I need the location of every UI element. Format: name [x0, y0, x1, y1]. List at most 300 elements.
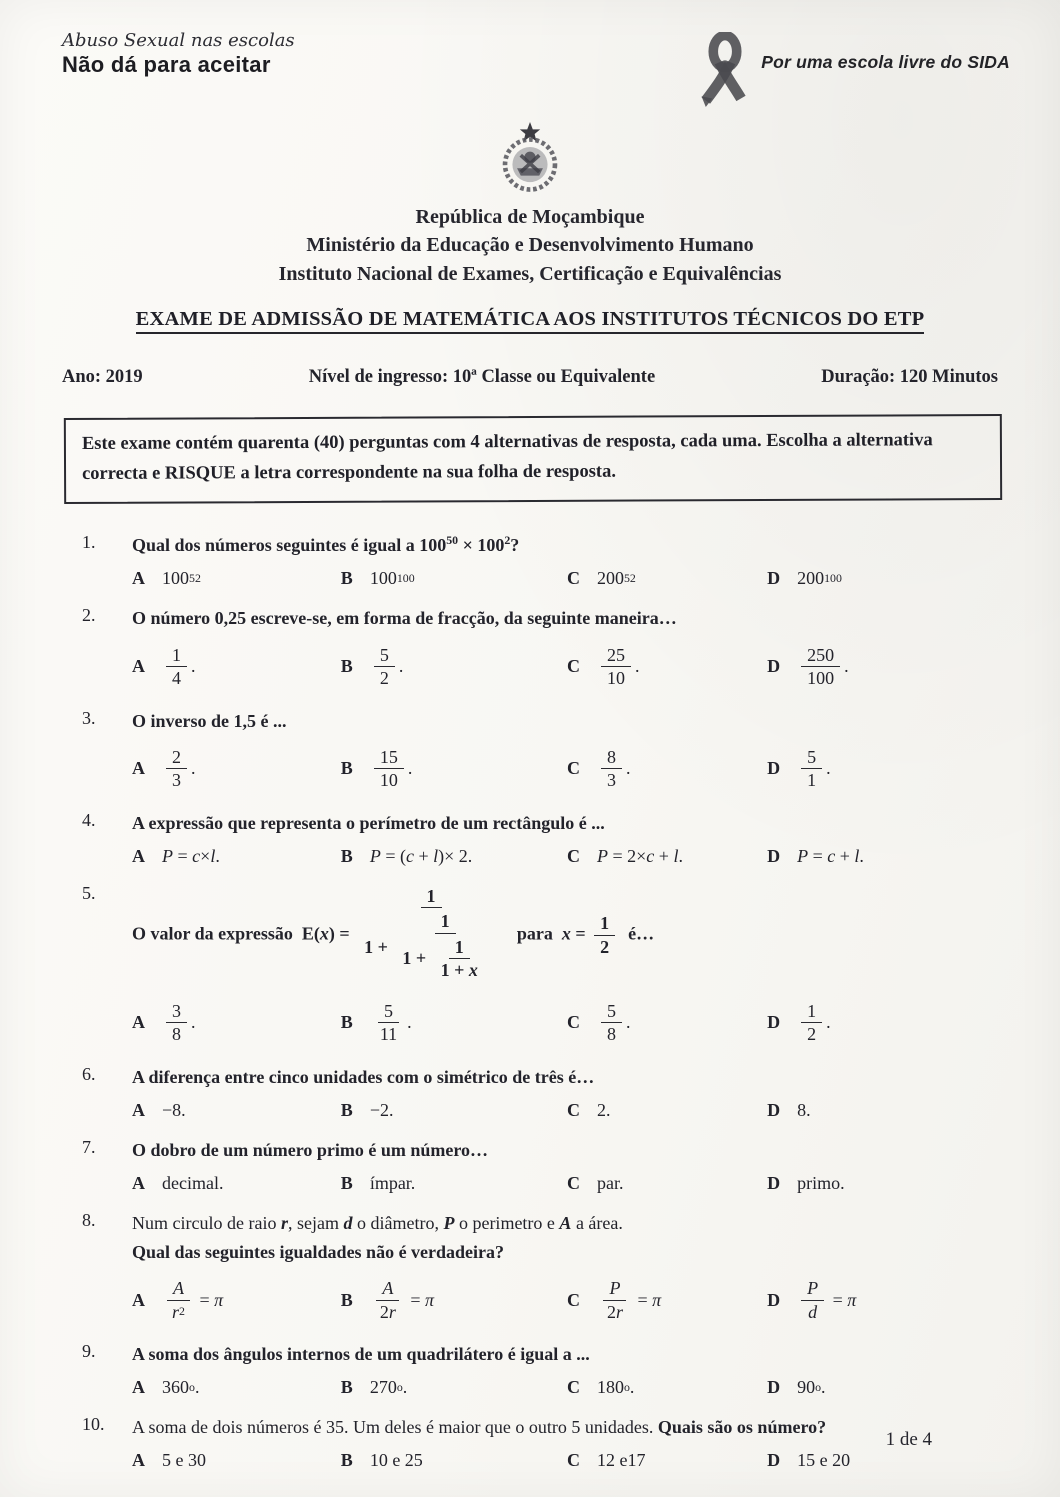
text-token: .	[398, 656, 404, 677]
options-row	[132, 846, 1002, 867]
question-number: 8.	[82, 1209, 96, 1230]
options-row	[132, 744, 1002, 794]
option	[341, 1173, 567, 1194]
option	[767, 1377, 1002, 1398]
question-number: 3.	[82, 707, 96, 728]
text-token: O inverso de 1,5 é ...	[132, 710, 287, 731]
option	[767, 1450, 1002, 1471]
option-label: C	[566, 1377, 580, 1398]
question-number: 1.	[82, 532, 96, 553]
option	[341, 1450, 567, 1471]
question-text	[132, 1137, 488, 1166]
option-body	[162, 744, 196, 794]
text-token: c	[192, 845, 201, 866]
fraction	[166, 644, 187, 690]
fraction	[358, 885, 504, 986]
question-text-line	[132, 708, 287, 734]
text-token: 2	[379, 1301, 389, 1322]
option-label: D	[767, 1172, 781, 1193]
option-body	[370, 744, 413, 794]
fraction	[801, 1000, 822, 1046]
text-token: l	[433, 845, 439, 866]
options-row	[132, 998, 1002, 1048]
exam-duration: Duração: 120 Minutos	[821, 367, 998, 388]
option	[341, 998, 567, 1048]
question-text	[132, 883, 654, 991]
text-token: .	[826, 758, 831, 779]
option-body	[162, 846, 220, 867]
option	[341, 1275, 567, 1325]
text-token: 100	[162, 568, 189, 589]
ribbon-slogan-text: Por uma escola livre do SIDA	[761, 52, 1010, 72]
text-token: −2.	[369, 1099, 394, 1120]
option-body	[162, 642, 196, 692]
options-row	[132, 568, 1002, 589]
option-body	[797, 744, 831, 794]
campaign-slogan-script: Abuso Sexual nas escolas	[62, 30, 295, 51]
question-number: 5.	[82, 882, 96, 903]
option-body	[797, 642, 849, 692]
option	[341, 642, 567, 692]
question-head	[82, 1341, 1002, 1370]
text-token: Quais são os número?	[657, 1417, 827, 1438]
text-token: π	[424, 1289, 435, 1310]
option-label: D	[767, 845, 781, 866]
campaign-slogan	[62, 30, 295, 78]
text-token: 2.	[596, 1099, 611, 1120]
campaign-slogan-bold: Não dá para aceitar	[62, 52, 271, 77]
option	[767, 1100, 1002, 1121]
option-label: A	[132, 656, 145, 677]
fraction	[601, 1277, 629, 1323]
question	[82, 1210, 1002, 1325]
text-token: 2	[807, 1024, 817, 1045]
question	[82, 883, 1002, 1048]
question-text-line	[132, 1239, 623, 1265]
text-token: A diferença entre cinco unidades com o simétrico de três é…	[132, 1066, 595, 1087]
text-token: .	[821, 1377, 826, 1398]
text-token: Qual das seguintes igualdades não é verdadeira?	[132, 1242, 505, 1263]
option	[567, 1173, 767, 1194]
option-label: C	[566, 758, 580, 779]
question-text	[132, 810, 605, 839]
text-token: 90	[797, 1377, 816, 1398]
text-token: =	[633, 1289, 653, 1310]
option-body	[797, 998, 831, 1048]
option	[567, 642, 767, 692]
question-head	[82, 1137, 1002, 1166]
option	[567, 1275, 767, 1325]
text-token: 1	[454, 936, 464, 957]
text-token: .	[191, 656, 196, 677]
text-token: para	[507, 923, 562, 944]
option-body	[370, 846, 472, 867]
option	[567, 1450, 767, 1471]
text-token: r	[280, 1212, 288, 1233]
options-row	[132, 1450, 1002, 1471]
text-token: 3	[606, 770, 616, 791]
text-token: 25	[606, 644, 625, 665]
text-token: 360	[162, 1377, 189, 1398]
text-token: 2	[172, 746, 181, 767]
question-head	[82, 883, 1002, 991]
text-token: 12 e17	[596, 1450, 646, 1471]
text-token: par.	[596, 1172, 624, 1193]
question-text	[132, 1064, 594, 1093]
options-row	[132, 1275, 1002, 1325]
text-token: = 2×	[607, 845, 647, 866]
text-token: ?	[510, 535, 520, 556]
question-head	[82, 810, 1002, 839]
text-token: .	[859, 845, 864, 866]
fraction	[601, 1000, 622, 1046]
text-token: 8	[606, 1024, 616, 1045]
text-token: P	[162, 845, 173, 866]
option	[767, 846, 1002, 867]
option-label: D	[767, 1450, 781, 1471]
text-token: l	[673, 845, 679, 866]
option-label: B	[340, 568, 353, 589]
option-body	[162, 1173, 223, 1194]
option	[132, 1275, 341, 1325]
text-token: o	[623, 1379, 630, 1394]
option-label: B	[340, 1099, 353, 1120]
text-token: .	[678, 845, 683, 866]
text-token: 50	[446, 533, 459, 548]
text-token: =	[405, 1289, 425, 1310]
text-token: +	[413, 845, 434, 866]
top-banner	[0, 0, 1060, 118]
option-label: A	[132, 1012, 145, 1033]
text-token: d	[343, 1212, 353, 1233]
text-token: .	[826, 1012, 831, 1033]
ministry-line: Ministério da Educação e Desenvolvimento Humano	[306, 234, 754, 257]
text-token: 2	[600, 936, 610, 957]
option-body	[597, 1275, 661, 1325]
question-text-line	[132, 1341, 590, 1367]
option-label: D	[767, 1012, 781, 1033]
option-label: A	[132, 1450, 145, 1471]
option-body	[370, 998, 412, 1048]
option	[132, 744, 341, 794]
option	[341, 568, 567, 589]
text-token: 200	[596, 568, 624, 589]
option	[767, 1173, 1002, 1194]
question-text-line	[132, 532, 519, 558]
option-body	[162, 1377, 199, 1398]
text-token: Num circulo de raio	[132, 1212, 281, 1233]
question-text-line	[132, 1414, 826, 1440]
option-label: C	[566, 656, 580, 677]
option	[767, 1275, 1002, 1325]
option	[341, 1100, 567, 1121]
text-token: 100	[807, 668, 835, 689]
text-token: 1 +	[402, 948, 431, 969]
question-text	[132, 1414, 826, 1443]
options-row	[132, 1377, 1002, 1398]
option-body	[370, 1173, 416, 1194]
text-token: A soma dos ângulos internos de um quadrilátero é igual a ...	[132, 1344, 590, 1365]
fraction	[374, 644, 395, 690]
option	[567, 998, 767, 1048]
text-token: 11	[379, 1024, 398, 1045]
option-body	[797, 1275, 856, 1325]
text-token: l	[210, 845, 216, 866]
text-token: 4	[172, 668, 181, 689]
question	[82, 532, 1002, 589]
text-token: .	[407, 758, 413, 779]
options-row	[132, 1173, 1002, 1194]
fraction	[166, 746, 187, 792]
text-token: r	[615, 1301, 623, 1322]
option	[341, 846, 567, 867]
text-token: 5	[379, 644, 389, 665]
option-body	[597, 568, 636, 589]
option	[132, 1100, 341, 1121]
option-label: C	[566, 1012, 580, 1033]
option-label: A	[132, 1377, 145, 1398]
option	[341, 1377, 567, 1398]
text-token: Qual dos números seguintes é igual a 100	[132, 535, 447, 556]
text-token: × 100	[458, 535, 505, 556]
option-body	[597, 1173, 624, 1194]
text-token: 270	[369, 1377, 397, 1398]
question-head	[82, 708, 1002, 737]
option-label: A	[132, 758, 145, 779]
option-body	[162, 568, 201, 589]
text-token: =	[570, 923, 591, 944]
text-token: O valor da expressão E(	[132, 923, 320, 944]
option-body	[370, 1450, 423, 1471]
option-body	[370, 642, 404, 692]
question-text-line	[132, 1064, 594, 1090]
fraction	[435, 936, 484, 982]
awareness-ribbon-icon	[693, 32, 757, 118]
option-label: B	[340, 758, 353, 779]
option-label: B	[340, 1289, 353, 1310]
text-token: 8	[606, 746, 616, 767]
option-label: A	[132, 1172, 145, 1193]
option-body	[797, 568, 842, 589]
text-token: 15	[379, 746, 398, 767]
fraction	[396, 910, 494, 984]
text-token: .	[844, 656, 849, 677]
text-token: P	[609, 1278, 621, 1299]
option	[567, 568, 767, 589]
text-token: P	[807, 1278, 819, 1299]
text-token: o	[396, 1379, 403, 1394]
option-label: C	[566, 1172, 580, 1193]
exam-meta-row	[0, 367, 1060, 388]
text-token: +	[835, 845, 855, 866]
text-token: c	[405, 845, 414, 866]
text-token: 1 +	[440, 960, 469, 981]
question-head	[82, 1210, 1002, 1268]
option-body	[162, 998, 196, 1048]
fraction	[166, 1000, 187, 1046]
question-head	[82, 1414, 1002, 1443]
text-token: =	[808, 845, 828, 866]
text-token: 100	[396, 571, 415, 586]
option-body	[597, 744, 631, 794]
text-token: o	[815, 1379, 822, 1394]
option-label: B	[340, 1012, 353, 1033]
option-label: D	[767, 758, 781, 779]
text-token: 52	[189, 571, 201, 586]
option-body	[797, 1450, 850, 1471]
options-row	[132, 642, 1002, 692]
question-head	[82, 605, 1002, 634]
text-token: .	[191, 758, 196, 779]
text-token: , sejam	[287, 1212, 344, 1233]
option	[767, 568, 1002, 589]
question-text-line	[132, 1137, 488, 1163]
option-body	[597, 642, 640, 692]
option-label: A	[132, 568, 145, 589]
option	[132, 1450, 341, 1471]
option	[132, 846, 341, 867]
option-body	[162, 1100, 186, 1121]
text-token: 2	[504, 533, 511, 548]
text-token: 1	[600, 913, 610, 934]
instructions-box: Este exame contém quarenta (40) perguntas com 4 alternativas de resposta, cada uma. Escolha a alternativa correcta e RISQUE a letra correspondente na sua folha de resposta.	[64, 414, 1002, 504]
question-text	[132, 605, 677, 634]
option	[767, 642, 1002, 692]
text-token: .	[625, 1012, 631, 1033]
question-text-line	[132, 1210, 623, 1236]
fraction	[594, 912, 615, 958]
text-token: .	[625, 758, 631, 779]
option	[132, 1173, 341, 1194]
text-token: r	[172, 1301, 180, 1322]
text-token: c	[827, 845, 836, 866]
text-token: 180	[596, 1377, 624, 1398]
text-token: ímpar.	[369, 1172, 416, 1193]
exam-year: Ano: 2019	[62, 367, 143, 388]
text-token: 8.	[797, 1099, 811, 1120]
text-token: 5 e 30	[162, 1450, 206, 1471]
fraction	[374, 1277, 402, 1323]
text-token: .	[629, 1377, 635, 1398]
text-token: d	[808, 1301, 818, 1322]
text-token: 10	[606, 668, 625, 689]
text-token: =	[194, 1289, 215, 1310]
text-token: A	[382, 1278, 394, 1299]
questions-list	[0, 502, 1060, 1471]
text-token: π	[652, 1289, 662, 1310]
text-token: P	[443, 1212, 455, 1233]
fraction	[166, 1277, 191, 1323]
question-number: 9.	[82, 1341, 96, 1362]
question-head	[82, 1064, 1002, 1093]
text-token: x	[468, 960, 478, 981]
page-number: 1 de 4	[885, 1429, 932, 1450]
option	[341, 744, 567, 794]
text-token: 10 e 25	[369, 1450, 423, 1471]
text-token: ×	[200, 845, 211, 866]
text-token: 3	[172, 770, 181, 791]
fraction	[801, 1277, 824, 1323]
option-body	[597, 1450, 646, 1471]
text-token: )× 2.	[438, 845, 473, 866]
text-token: 5	[606, 1000, 616, 1021]
text-token: 10	[379, 770, 398, 791]
option-label: D	[767, 656, 781, 677]
question	[82, 1064, 1002, 1121]
option-label: C	[566, 845, 580, 866]
option-label: C	[566, 568, 580, 589]
option-body	[597, 1377, 634, 1398]
option-body	[162, 1275, 223, 1325]
text-token: decimal.	[162, 1172, 224, 1193]
text-token: o	[189, 1379, 195, 1394]
government-header	[0, 120, 1060, 288]
exam-title: EXAME DE ADMISSÃO DE MATEMÁTICA AOS INSTITUTOS TÉCNICOS DO ETP	[0, 308, 1060, 331]
option-body	[597, 846, 683, 867]
option-label: A	[132, 845, 145, 866]
option-label: C	[566, 1099, 580, 1120]
fraction	[374, 1000, 403, 1046]
option-body	[797, 1377, 825, 1398]
question-number: 7.	[82, 1136, 96, 1157]
text-token: l	[854, 845, 860, 866]
exam-level: Nível de ingresso: 10ª Classe ou Equivalente	[308, 367, 656, 388]
text-token: =	[173, 845, 193, 866]
option-label: D	[767, 1377, 781, 1398]
text-token: 2	[179, 1303, 185, 1318]
question	[82, 1341, 1002, 1398]
text-token: primo.	[797, 1172, 845, 1193]
question-text-line	[132, 883, 654, 988]
text-token: P	[596, 845, 608, 866]
option-body	[797, 1173, 845, 1194]
text-token: P	[369, 845, 381, 866]
text-token: 1	[807, 770, 817, 791]
text-token: 5	[383, 1000, 393, 1021]
question-head	[82, 532, 1002, 561]
aids-campaign	[693, 32, 1010, 118]
text-token: o perimetro e	[454, 1212, 560, 1233]
option-label: B	[340, 656, 353, 677]
question-text	[132, 1210, 623, 1268]
text-token: é…	[619, 923, 655, 944]
text-token: 5	[807, 746, 817, 767]
question-number: 10.	[82, 1414, 105, 1435]
option-body	[370, 1275, 434, 1325]
text-token: 1	[807, 1000, 817, 1021]
text-token: 3	[172, 1000, 181, 1021]
option	[567, 1377, 767, 1398]
question-text-line	[132, 605, 677, 631]
question-text	[132, 1341, 590, 1370]
option-body	[370, 568, 415, 589]
text-token: x	[561, 923, 571, 944]
option-body	[162, 1450, 206, 1471]
text-token: A	[559, 1212, 572, 1233]
option-label: B	[340, 845, 353, 866]
text-token: .	[634, 656, 640, 677]
text-token: 2	[606, 1301, 616, 1322]
text-token: 1	[172, 644, 181, 665]
option	[132, 568, 341, 589]
question-number: 2.	[82, 605, 96, 626]
question	[82, 810, 1002, 867]
option-label: A	[132, 1289, 145, 1310]
text-token: π	[214, 1289, 224, 1310]
text-token: .	[402, 1377, 408, 1398]
option	[567, 846, 767, 867]
text-token: .	[407, 1012, 412, 1033]
